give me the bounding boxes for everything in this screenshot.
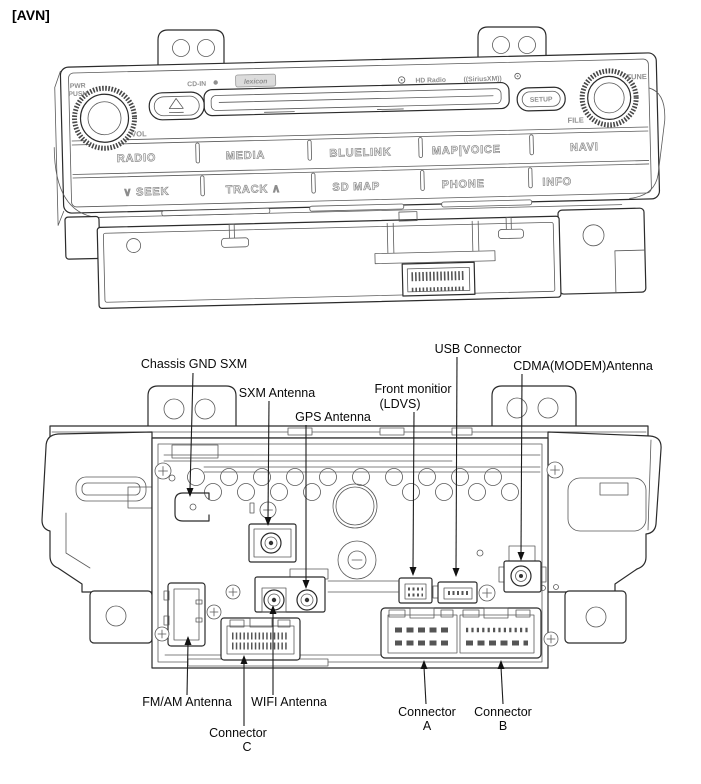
front-bracket-right <box>558 208 646 294</box>
connector-c <box>221 618 300 660</box>
faceplate <box>52 53 667 226</box>
front-view <box>52 27 669 309</box>
button-phone: PHONE <box>441 177 485 192</box>
front-lower-chassis <box>65 197 646 309</box>
avn-tag: [AVN] <box>12 7 50 23</box>
file-label: FILE <box>567 115 584 125</box>
button-sd-map: SD MAP <box>332 180 381 194</box>
connector-c-label-line2: C <box>242 740 252 754</box>
button-map-voice: MAP|VOICE <box>431 143 502 158</box>
push-label: PUSH <box>68 90 88 99</box>
cd-in-label: CD-IN <box>187 80 207 89</box>
connector-a-label-line1: Connector <box>398 705 456 719</box>
siriusxm-logo: ((SiriusXM)) <box>463 75 502 84</box>
usb-connector <box>433 582 477 603</box>
brand-logo-text: lexicon <box>243 78 268 86</box>
button-info: INFO <box>542 175 573 189</box>
gps-antenna-label: GPS Antenna <box>295 410 371 424</box>
button-radio: RADIO <box>116 151 157 165</box>
rear-view <box>42 342 661 754</box>
usb-connector-label: USB Connector <box>434 342 522 356</box>
vol-label: VOL <box>131 129 147 139</box>
rear-left-foot <box>90 591 152 643</box>
connector-b-label-line2: B <box>498 719 508 733</box>
fm-am-antenna-label: FM/AM Antenna <box>142 695 232 709</box>
cdma-antenna-label: CDMA(MODEM)Antenna <box>513 359 653 373</box>
sxm-antenna-label: SXM Antenna <box>238 386 316 400</box>
rear-left-wing <box>42 432 152 643</box>
button-track: TRACK ∧ <box>225 182 282 197</box>
front-monitor-label-line2: (LDVS) <box>379 397 421 411</box>
pwr-label: PWR <box>69 82 86 91</box>
rear-mounting-tab-right <box>492 386 576 432</box>
connector-a-label-line2: A <box>422 719 432 733</box>
front-monitor-ldvs-connector <box>399 578 432 603</box>
fm-am-connector <box>164 583 205 646</box>
setup-label: SETUP <box>529 96 553 104</box>
chassis-gnd-label: Chassis GND SXM <box>140 357 248 371</box>
button-bluelink: BLUELINK <box>329 146 392 160</box>
rear-right-wing <box>548 432 661 643</box>
connector-a-b-block <box>381 608 541 658</box>
tune-label: TUNE <box>626 71 647 82</box>
button-navi: NAVI <box>569 141 599 154</box>
connector-c-label-line1: Connector <box>209 726 267 740</box>
button-seek: ∨ SEEK <box>123 185 170 199</box>
hd-radio-text: HD Radio <box>415 76 447 85</box>
front-unit-tilted <box>52 53 669 310</box>
front-monitor-label-line1: Front monitior <box>374 382 452 396</box>
brand-logo <box>235 74 275 87</box>
eject-button <box>149 92 205 120</box>
rear-right-foot <box>565 591 626 643</box>
button-media: MEDIA <box>225 149 266 163</box>
connector-b-label-line1: Connector <box>474 705 532 719</box>
wifi-antenna-label: WIFI Antenna <box>251 695 327 709</box>
